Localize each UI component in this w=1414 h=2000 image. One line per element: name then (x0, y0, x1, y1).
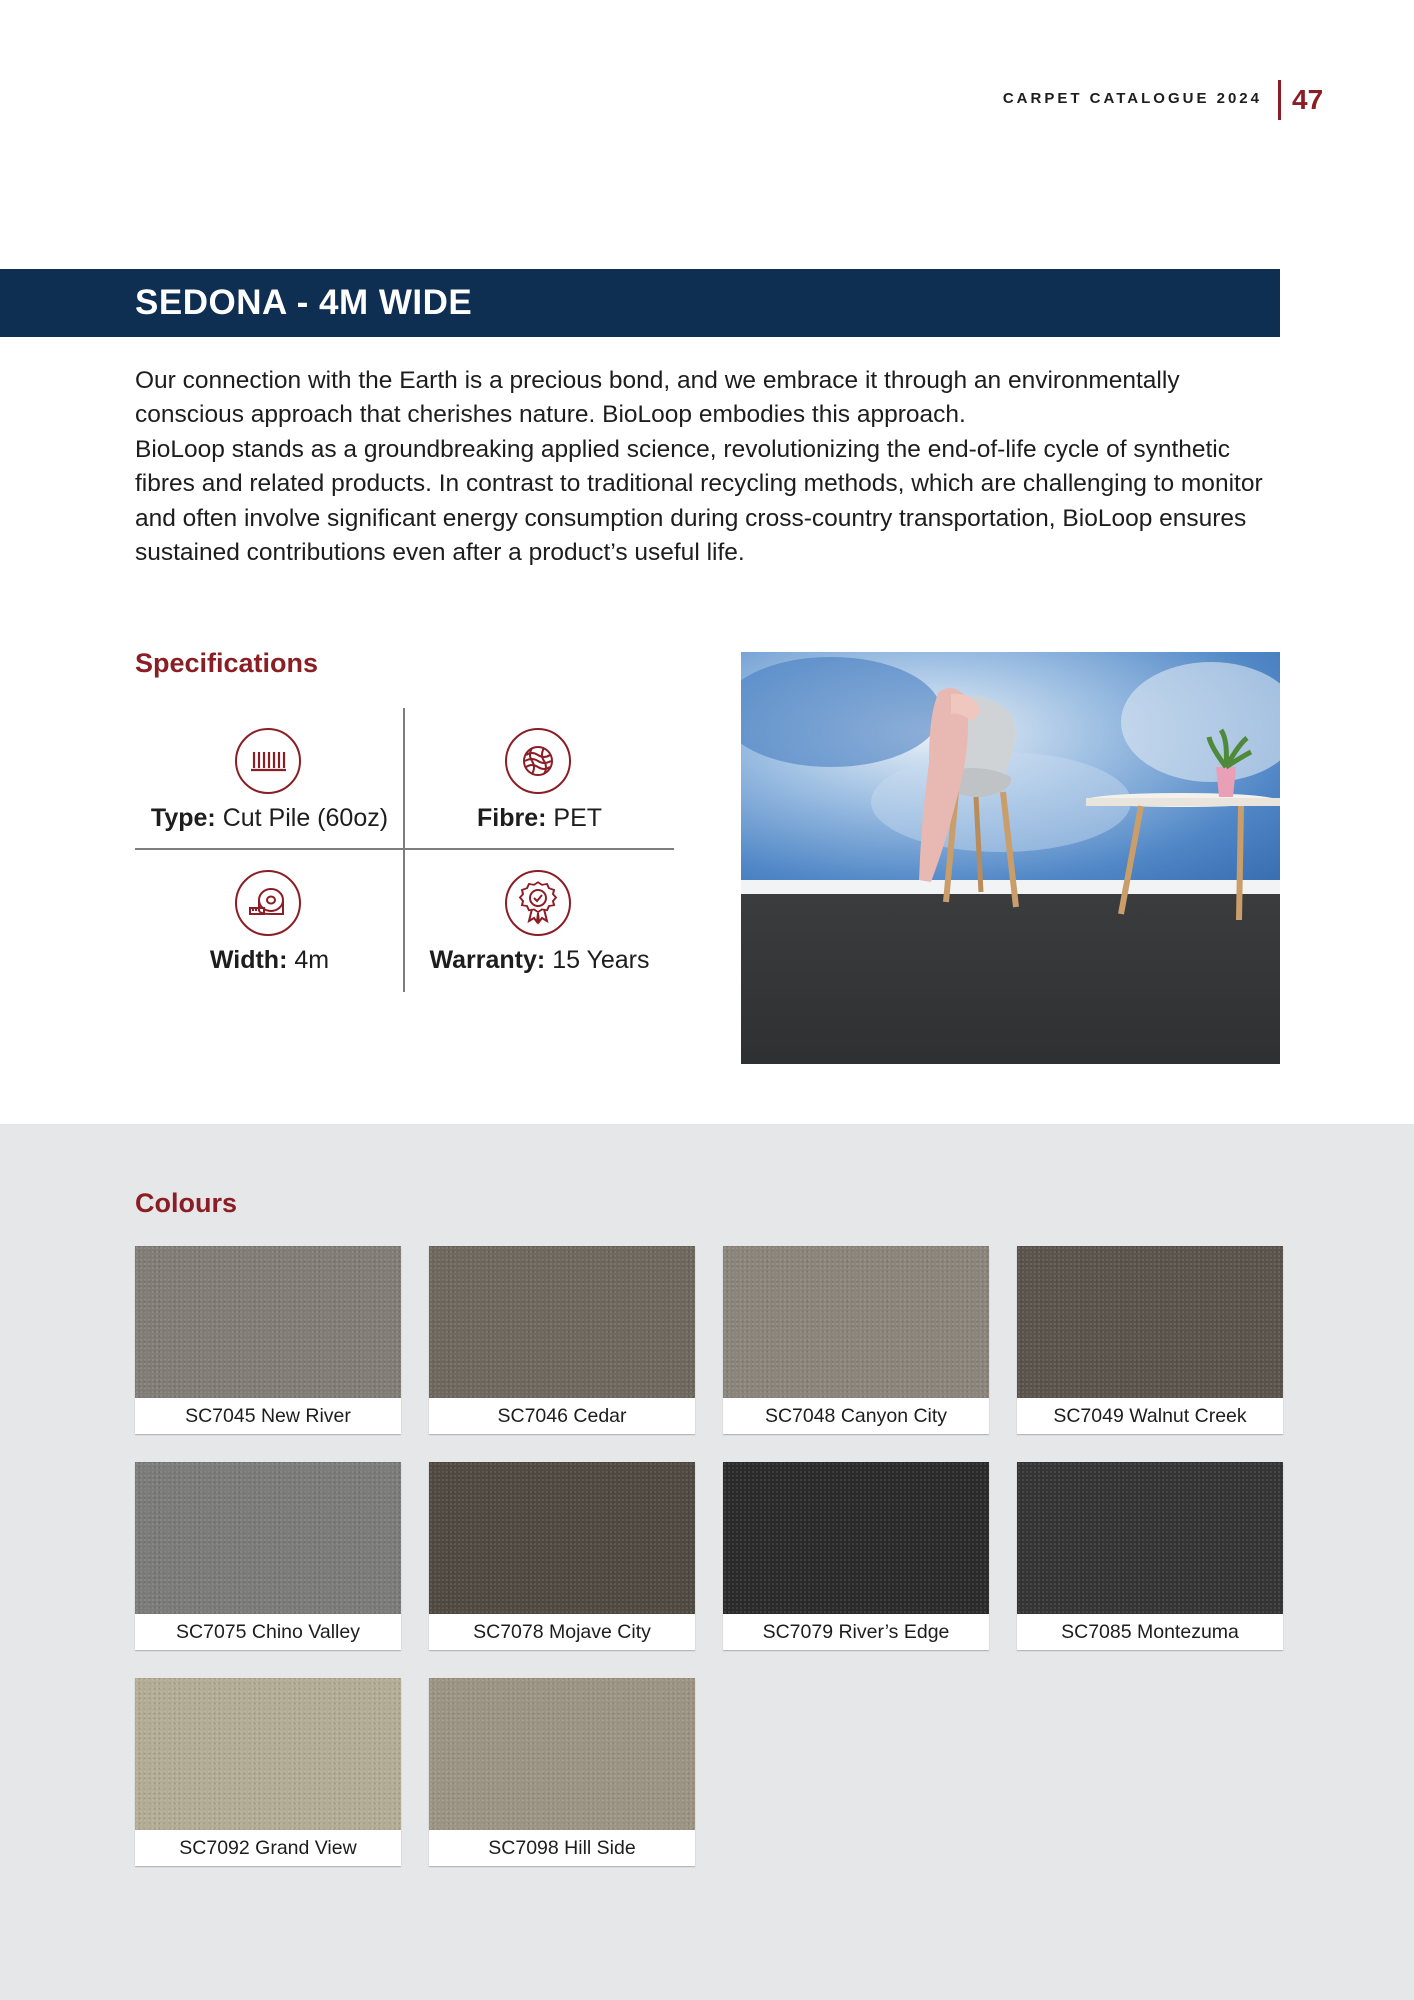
spec-warranty-label: Warranty: (429, 946, 546, 974)
swatch-label: SC7085 Montezuma (1061, 1621, 1239, 1643)
intro-paragraph-2: BioLoop stands as a groundbreaking applied science, revolutionizing the end-of-life cycle of synthetic fibres and related products. In contrast to traditional recycling methods, which are challenging to monitor and often involve significant energy consumption during cross-country transportation, BioLoop ensures sustained contributions even after a product’s useful life. (135, 435, 1263, 567)
warranty-badge-icon (505, 870, 571, 936)
swatch-sample (1017, 1246, 1283, 1398)
cut-pile-icon (235, 728, 301, 794)
product-title: SEDONA - 4M WIDE (135, 283, 473, 322)
intro-paragraph-1: Our connection with the Earth is a precious bond, and we embrace it through an environmentally conscious approach that cherishes nature. BioLoop embodies this approach. (135, 367, 1180, 429)
swatch-label: SC7046 Cedar (497, 1405, 627, 1427)
swatch-sample (429, 1678, 695, 1830)
specifications-heading: Specifications (135, 648, 319, 678)
swatch-sample (1017, 1462, 1283, 1614)
spec-width-label: Width: (209, 946, 288, 974)
colour-swatch[interactable] (135, 1678, 401, 1866)
colour-swatch[interactable] (1017, 1462, 1283, 1650)
colour-swatch[interactable] (429, 1246, 695, 1434)
colour-swatch[interactable] (429, 1678, 695, 1866)
swatch-sample (135, 1678, 401, 1830)
fibre-icon (505, 728, 571, 794)
swatch-sample (723, 1462, 989, 1614)
spec-type (135, 708, 404, 850)
swatch-sample (723, 1246, 989, 1398)
title-band (0, 269, 1280, 337)
catalogue-title: CARPET CATALOGUE 2024 (1002, 90, 1262, 107)
header-divider (1278, 80, 1281, 120)
colour-swatch[interactable] (1017, 1246, 1283, 1434)
colour-swatch[interactable] (429, 1462, 695, 1650)
spec-width-value: 4m (294, 946, 330, 974)
swatch-label: SC7079 River’s Edge (762, 1621, 950, 1643)
spec-type-text (135, 804, 404, 833)
colours-heading: Colours (135, 1188, 238, 1218)
colour-swatch[interactable] (723, 1246, 989, 1434)
colour-swatch[interactable] (135, 1462, 401, 1650)
colour-swatch[interactable] (135, 1246, 401, 1434)
spec-fibre-value: PET (553, 804, 603, 832)
swatch-label: SC7049 Walnut Creek (1053, 1405, 1247, 1427)
spec-fibre (405, 708, 674, 850)
spec-warranty-value: 15 Years (552, 946, 650, 974)
spec-warranty (405, 850, 674, 992)
spec-fibre-text (405, 804, 674, 833)
swatch-sample (429, 1246, 695, 1398)
spec-type-label: Type: (150, 804, 216, 832)
intro-text (135, 364, 1280, 570)
page-number: 47 (1292, 84, 1324, 115)
swatch-label: SC7092 Grand View (179, 1837, 357, 1859)
spec-warranty-text (405, 946, 674, 975)
room-photo (741, 652, 1280, 1064)
spec-width-text (135, 946, 404, 975)
swatch-label: SC7048 Canyon City (764, 1405, 948, 1427)
spec-width (135, 850, 404, 992)
swatch-sample (135, 1462, 401, 1614)
spec-type-value: Cut Pile (60oz) (222, 804, 389, 832)
swatch-sample (429, 1462, 695, 1614)
swatch-sample (135, 1246, 401, 1398)
swatch-label: SC7045 New River (185, 1405, 351, 1427)
swatch-label: SC7098 Hill Side (488, 1837, 636, 1859)
measuring-tape-icon (235, 870, 301, 936)
spec-fibre-label: Fibre: (476, 804, 547, 832)
specifications-grid (135, 708, 674, 992)
swatch-label: SC7078 Mojave City (473, 1621, 651, 1643)
swatch-label: SC7075 Chino Valley (176, 1621, 360, 1643)
colour-swatch[interactable] (723, 1462, 989, 1650)
